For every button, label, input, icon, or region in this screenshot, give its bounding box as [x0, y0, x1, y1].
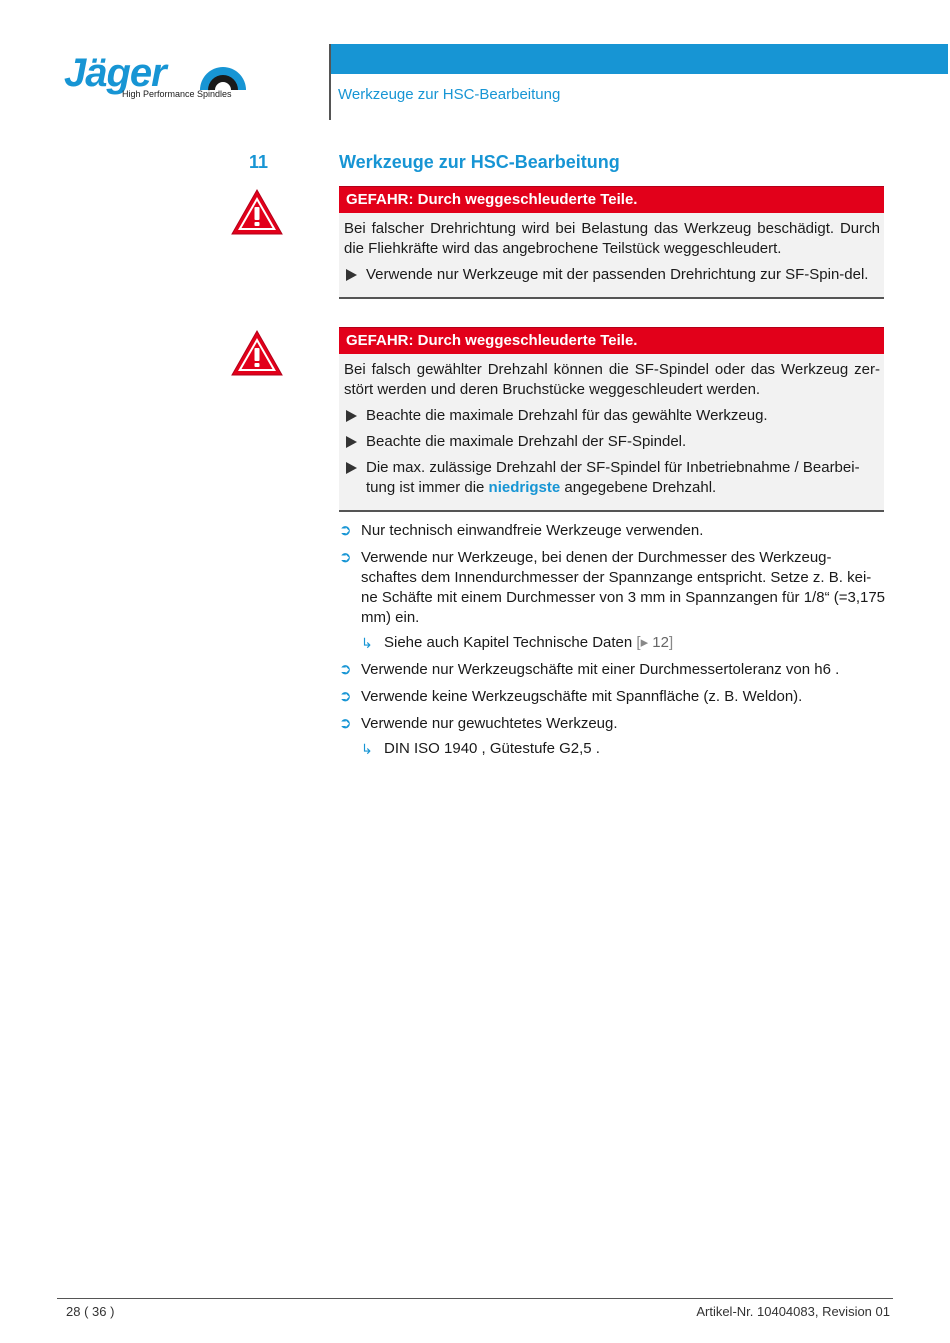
action-step-text: Beachte die maximale Drehzahl der SF-Spindel. [366, 433, 687, 450]
play-triangle-icon [346, 436, 357, 448]
action-step [344, 458, 880, 498]
result-arrow-icon: ↳ [361, 635, 373, 651]
spindle-logo-icon [198, 63, 248, 91]
article-number: Artikel-Nr. 10404083, Revision 01 [696, 1304, 890, 1319]
danger-box-1 [339, 186, 884, 299]
list-item-text: Verwende nur Werkzeuge, bei denen der Durchmesser des Werkzeug-schaftes dem Innendurchmesser der Spannzange entspricht. Setze z. B. kei-ne Schäfte mit einem Durchmesser von 3 mm in Spannzangen für 1/8“ (=3,175 mm) ein. [361, 549, 886, 626]
page-number: 28 ( 36 ) [66, 1304, 115, 1319]
page-reference-link[interactable]: 12 [652, 634, 669, 651]
list-item [339, 548, 887, 628]
header-color-bar [331, 44, 948, 74]
play-triangle-icon [346, 462, 357, 474]
action-step [344, 432, 880, 452]
list-item-text: Verwende nur Werkzeugschäfte mit einer Durchmessertoleranz von h6 . [361, 661, 840, 678]
play-triangle-icon [346, 410, 357, 422]
action-step [344, 265, 880, 285]
instruction-list [339, 521, 887, 766]
arrow-right-icon: ➲ [339, 688, 352, 705]
danger-text: Bei falsch gewählter Drehzahl können die SF-Spindel oder das Werkzeug zer-stört werden und deren Bruchstücke weggeschleudert werden. [344, 361, 880, 398]
step-text-before: Die max. zulässige Drehzahl der SF-Spindel für Inbetriebnahme / Bearbei-tung ist immer die [366, 459, 860, 496]
warning-triangle-icon [230, 188, 284, 236]
action-step [344, 406, 880, 426]
list-item [339, 660, 887, 680]
list-item [339, 714, 887, 734]
din-text: DIN ISO 1940 , Gütestufe G2,5 . [384, 740, 600, 757]
play-triangle-icon [346, 269, 357, 281]
action-step-text [366, 459, 860, 496]
danger-heading: GEFAHR: Durch weggeschleuderte Teile. [339, 327, 884, 354]
arrow-right-icon: ➲ [339, 715, 352, 732]
danger-body [339, 213, 884, 297]
header-title: Werkzeuge zur HSC-Bearbeitung [338, 86, 561, 103]
chapter-number: 11 [249, 152, 269, 172]
danger-heading: GEFAHR: Durch weggeschleuderte Teile. [339, 186, 884, 213]
warning-triangle-icon [230, 329, 284, 377]
list-item-text: Nur technisch einwandfreie Werkzeuge verwenden. [361, 522, 704, 539]
see-also-text: Siehe auch Kapitel Technische Daten [384, 634, 637, 651]
list-item [339, 687, 887, 707]
ref-bracket-close: ] [668, 634, 674, 651]
arrow-right-icon: ➲ [339, 661, 352, 678]
ref-bracket-open: [ [636, 634, 641, 651]
danger-box-2 [339, 327, 884, 512]
danger-text: Bei falscher Drehrichtung wird bei Belastung das Werkzeug beschädigt. Durch die Fliehkräfte wird das angebrochene Teilstück weggeschleudert. [344, 220, 880, 257]
highlight-lowest: niedrigste [488, 479, 561, 496]
list-item [339, 521, 887, 541]
action-step-text: Beachte die maximale Drehzahl für das gewählte Werkzeug. [366, 407, 768, 424]
step-text-after: angegebene Drehzahl. [560, 479, 717, 496]
footer-divider [57, 1298, 893, 1299]
ref-triangle-icon: ▸ [640, 634, 653, 651]
danger-body [339, 354, 884, 510]
chapter-title: Werkzeuge zur HSC-Bearbeitung [339, 152, 620, 172]
company-logo [64, 51, 254, 105]
arrow-right-icon: ➲ [339, 549, 352, 566]
result-line [339, 739, 887, 759]
logo-tagline: High Performance Spindles [122, 89, 232, 99]
result-line [339, 633, 887, 653]
list-item-text: Verwende keine Werkzeugschäfte mit Spannfläche (z. B. Weldon). [361, 688, 803, 705]
action-step-text: Verwende nur Werkzeuge mit der passenden Drehrichtung zur SF-Spin-del. [366, 266, 869, 283]
arrow-right-icon: ➲ [339, 522, 352, 539]
list-item-text: Verwende nur gewuchtetes Werkzeug. [361, 715, 618, 732]
logo-wordmark: Jäger [64, 51, 166, 95]
result-arrow-icon: ↳ [361, 741, 373, 757]
